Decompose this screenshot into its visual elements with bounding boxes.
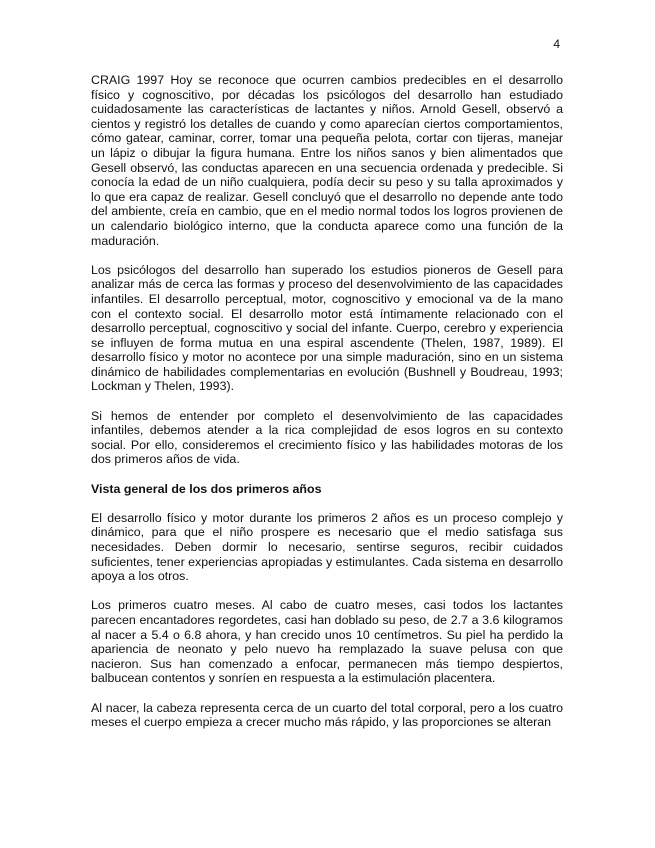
page-number: 4 (553, 37, 560, 51)
paragraph-head-proportion: Al nacer, la cabeza representa cerca de un cuarto del total corporal, pero a los cuatro meses el cuerpo empieza a crecer mucho más rápido, y las proporciones se alteran (91, 700, 563, 730)
section-heading: Vista general de los dos primeros años (91, 481, 322, 496)
document-body (91, 73, 563, 744)
paragraph-craig-intro: CRAIG 1997 Hoy se reconoce que ocurren cambios predecibles en el desarrollo físico y cognoscitivo, por décadas los psicólogos del desarrollo han estudiado cuidadosamente las características de lactantes y niños. Arnold Gesell, observó a cientos y registró los detalles de cuando y como aparecían ciertos comportamientos, cómo gatear, caminar, correr, tomar una pequeña pelota, cortar con tijeras, manejar un lápiz o dibujar la figura humana. Entre los niños sanos y bien alimentados que Gesell observó, las conductas aparecen en una secuencia ordenada y predecible. Si conocía la edad de un niño cualquiera, podía decir su peso y su talla aproximados y lo que era capaz de realizar. Gesell concluyó que el desarrollo no depende ante todo del ambiente, creía en cambio, que en el medio normal todos los logros provienen de un calendario biológico interno, que la conducta aparece como una función de la maduración. (91, 73, 563, 248)
paragraph-infant-capacities: Si hemos de entender por completo el desenvolvimiento de las capacidades infantiles, debemos atender a la rica complejidad de esos logros en su contexto social. Por ello, consideremos el crecimiento físico y las habilidades motoras de los dos primeros años de vida. (91, 408, 563, 467)
paragraph-first-four-months: Los primeros cuatro meses. Al cabo de cuatro meses, casi todos los lactantes parecen encantadores regordetes, casi han doblado su peso, de 2.7 a 3.6 kilogramos al nacer a 5.4 o 6.8 ahora, y han crecido unos 10 centímetros. Su piel ha perdido la apariencia de neonato y pelo nuevo ha remplazado la suave pelusa con que nacieron. Sus han comenzado a enfocar, permanecen más tiempo despiertos, balbucean contentos y sonríen en respuesta a la estimulación placentera. (91, 598, 563, 686)
paragraph-developmental-psychologists: Los psicólogos del desarrollo han superado los estudios pioneros de Gesell para analizar más de cerca las formas y proceso del desenvolvimiento de las capacidades infantiles. El desarrollo perceptual, motor, cognoscitivo y emocional va de la mano con el contexto social. El desarrollo motor está íntimamente relacionado con el desarrollo perceptual, cognoscitivo y social del infante. Cuerpo, cerebro y experiencia se influyen de forma mutua en una espiral ascendente (Thelen, 1987, 1989). El desarrollo físico y motor no acontece por una simple maduración, sino en un sistema dinámico de habilidades complementarias en evolución (Bushnell y Boudreau, 1993; Lockman y Thelen, 1993). (91, 262, 563, 394)
paragraph-physical-motor-development: El desarrollo físico y motor durante los primeros 2 años es un proceso complejo y dinámico, para que el niño prospere es necesario que el medio satisfaga sus necesidades. Deben dormir lo necesario, sentirse seguros, recibir cuidados suficientes, tener experiencias apropiadas y estimulantes. Cada sistema en desarrollo apoya a los otros. (91, 510, 563, 584)
